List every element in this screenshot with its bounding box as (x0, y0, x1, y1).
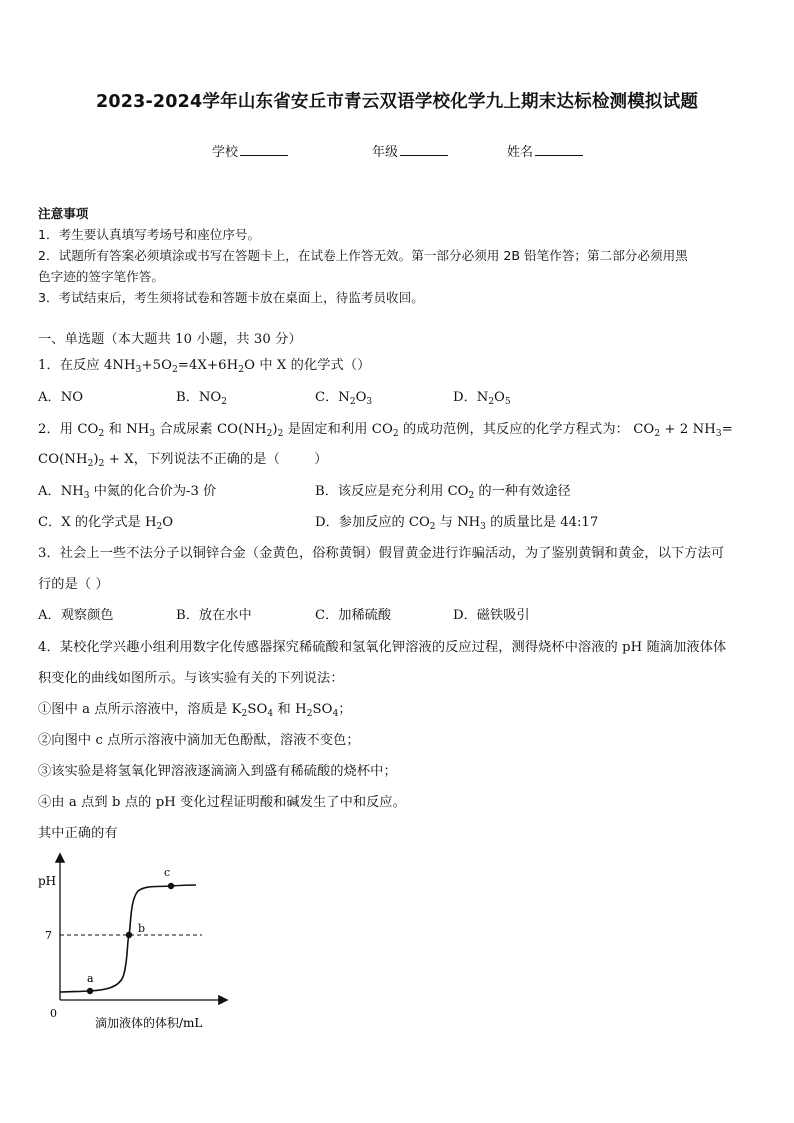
ph-curve (60, 885, 196, 992)
q4-statement-4: ④由 a 点到 b 点的 pH 变化过程证明酸和碱发生了中和反应。 (38, 795, 407, 810)
q1-option-b[interactable]: B．$NO_2$ (176, 390, 227, 407)
q1-option-d[interactable]: D．$N_2O_5$ (453, 390, 511, 407)
q2-option-b[interactable]: B．该反应是充分利用 $CO_2$ 的一种有效途径 (315, 484, 571, 501)
point-a-label: a (87, 972, 94, 985)
point-b (126, 932, 132, 938)
origin-label: 0 (50, 1007, 57, 1020)
page-title: 2023-2024学年山东省安丘市青云双语学校化学九上期末达标检测模拟试题 (95, 92, 699, 112)
q4-statement-2: ②向图中 c 点所示溶液中滴加无色酚酞，溶液不变色； (38, 733, 360, 748)
school-label: 学校 (212, 145, 239, 160)
name-field[interactable] (507, 141, 583, 160)
q4-statement-1: ①图中 a 点所示溶液中，溶质是 $K_2SO_4$ 和 $H_2SO_4$； (38, 702, 352, 719)
name-label: 姓名 (507, 145, 534, 160)
x-axis-label: 滴加液体的体积/mL (95, 1016, 203, 1030)
question-3-line-1: 3．社会上一些不法分子以铜锌合金（金黄色，俗称黄铜）假冒黄金进行诈骗活动，为了鉴别黄铜和黄金，以下方法可 (38, 546, 725, 561)
point-c-label: c (164, 866, 171, 879)
ph-chart (30, 845, 240, 1040)
q4-statement-3: ③该实验是将氢氧化钾溶液逐滴滴入到盛有稀硫酸的烧杯中； (38, 764, 397, 779)
question-2-line-1: 2．用 $CO_2$ 和 $NH_3$ 合成尿素 $CO(NH_2)_2$ 是固定和利用 $CO_2$ 的成功范例，其反应的化学方程式为： $CO_2 + 2$ $NH_3=$ (38, 422, 733, 439)
grade-field[interactable] (372, 141, 448, 160)
point-c (168, 883, 174, 889)
question-4-line-2: 积变化的曲线如图所示。与该实验有关的下列说法： (38, 671, 344, 686)
question-3-line-2: 行的是（ ） (38, 577, 109, 592)
question-1: 1．在反应 $4NH_3+5O_2=4X+6H_2O$ 中 X 的化学式（） (38, 358, 371, 375)
name-blank[interactable] (535, 143, 583, 156)
y-tick-7: 7 (45, 929, 52, 942)
q4-ask: 其中正确的有 (38, 826, 118, 841)
notice-item-2a: 2．试题所有答案必须填涂或书写在答题卡上，在试卷上作答无效。第一部分必须用 2B 铅笔作答；第二部分必须用黑 (38, 248, 688, 263)
y-axis-label: pH (38, 874, 57, 888)
q1-option-a[interactable]: A．NO (38, 390, 84, 405)
question-4-line-1: 4．某校化学兴趣小组利用数字化传感器探究稀硫酸和氢氧化钾溶液的反应过程，测得烧杯中溶液的 pH 随滴加液体体 (38, 640, 727, 655)
point-a (87, 988, 93, 994)
q1-option-c[interactable]: C．$N_2O_3$ (315, 390, 373, 407)
notice-item-3: 3．考试结束后，考生须将试卷和答题卡放在桌面上，待监考员收回。 (38, 290, 424, 305)
q3-option-d[interactable]: D．磁铁吸引 (453, 608, 530, 623)
grade-blank[interactable] (400, 143, 448, 156)
q2-option-d[interactable]: D．参加反应的 $CO_2$ 与 $NH_3$ 的质量比是 44:17 (315, 515, 599, 532)
q3-option-c[interactable]: C．加稀硫酸 (315, 608, 392, 623)
q3-option-b[interactable]: B．放在水中 (176, 608, 252, 623)
point-b-label: b (138, 922, 146, 935)
school-blank[interactable] (240, 143, 288, 156)
school-field[interactable] (212, 141, 288, 160)
notice-item-2b: 色字迹的签字笔作答。 (38, 269, 164, 284)
notice-heading: 注意事项 (38, 206, 89, 221)
grade-label: 年级 (372, 145, 399, 160)
q2-option-c[interactable]: C．X 的化学式是 $H_2O$ (38, 515, 174, 532)
q2-option-a[interactable]: A．$NH_3$ 中氮的化合价为-3 价 (38, 484, 217, 501)
q3-option-a[interactable]: A．观察颜色 (38, 608, 114, 623)
section-heading: 一、单选题（本大题共 10 小题，共 30 分） (38, 332, 302, 347)
question-2-line-2: $CO(NH_2)_2 + X$，下列说法不正确的是（ ） (38, 452, 328, 469)
notice-item-1: 1．考生要认真填写考场号和座位序号。 (38, 227, 261, 242)
